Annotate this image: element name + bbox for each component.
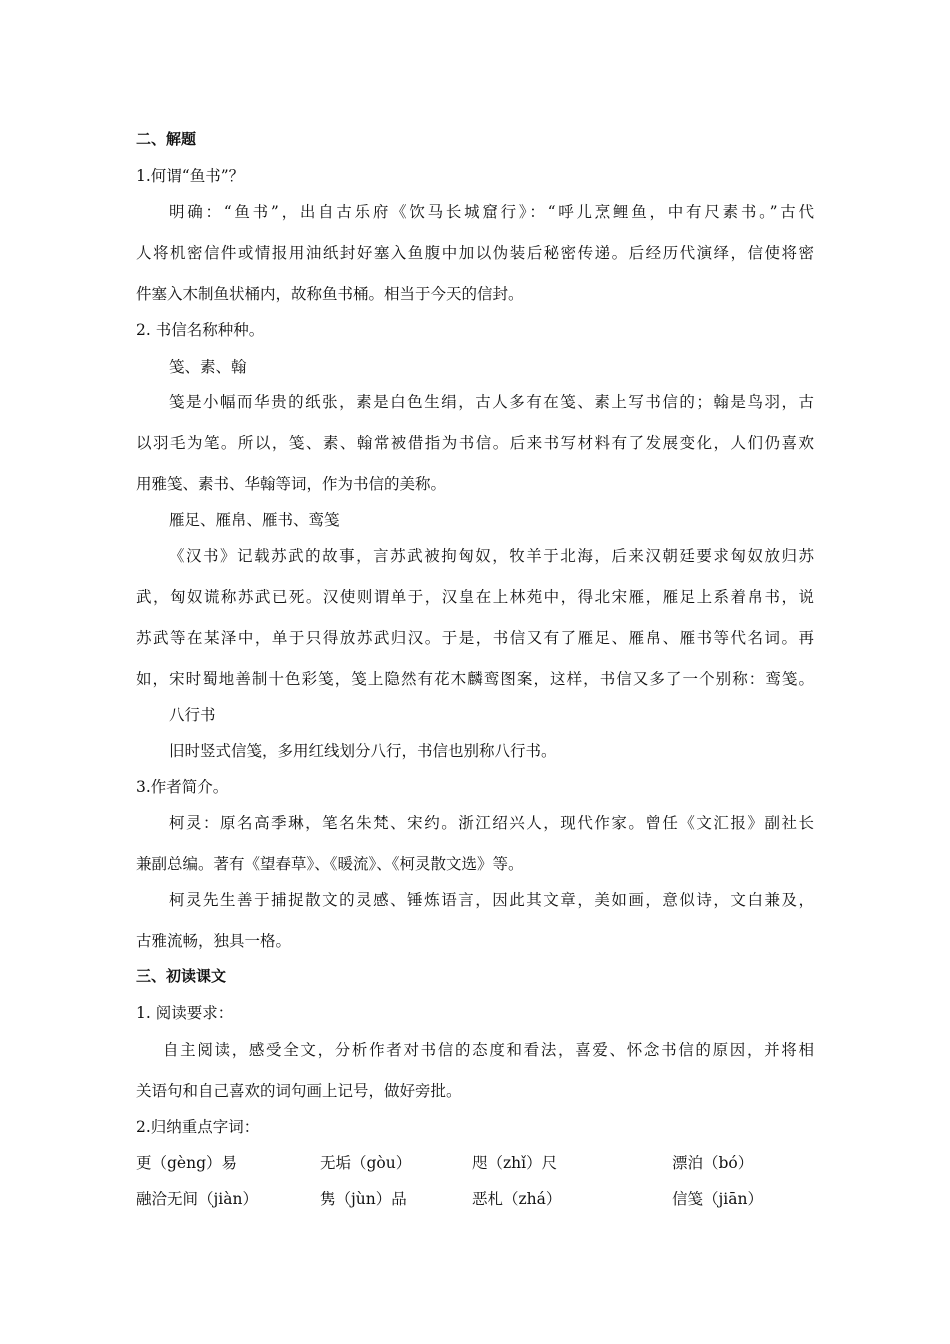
vocab-item: 隽（jùn）品 — [320, 1190, 407, 1208]
question-2-title: 2. 书信名称种种。 — [136, 321, 265, 339]
vocab-item: 更（gèng）易 — [136, 1154, 238, 1172]
subheading-yanzu: 雁足、雁帛、雁书、鸾笺 — [169, 511, 340, 529]
paragraph-line: 关语句和自己喜欢的词句画上记号，做好旁批。 — [136, 1082, 462, 1100]
key-words-title: 2.归纳重点字词： — [136, 1118, 260, 1136]
question-3-title: 3.作者简介。 — [136, 778, 229, 796]
paragraph-line: 武，匈奴谎称苏武已死。汉使则谓单于，汉皇在上林苑中，得北宋雁，雁足上系着帛书，说 — [136, 588, 814, 606]
paragraph-line: 旧时竖式信笺，多用红线划分八行，书信也别称八行书。 — [169, 742, 557, 760]
paragraph-line: 柯灵先生善于捕捉散文的灵感、锤炼语言，因此其文章，美如画，意似诗，文白兼及， — [169, 891, 814, 909]
vocab-item: 咫（zhǐ）尺 — [472, 1154, 558, 1172]
subheading-jian-su-han: 笺、素、翰 — [169, 358, 247, 376]
paragraph-line: 以羽毛为笔。所以，笺、素、翰常被借指为书信。后来书写材料有了发展变化，人们仍喜欢 — [136, 434, 814, 452]
vocab-item: 漂泊（bó） — [672, 1154, 754, 1172]
paragraph-line: 如，宋时蜀地善制十色彩笺，笺上隐然有花木麟鸾图案，这样，书信又多了一个别称：鸾笺。 — [136, 670, 814, 688]
paragraph-line: 苏武等在某泽中，单于只得放苏武归汉。于是，书信又有了雁足、雁帛、雁书等代名词。再 — [136, 629, 814, 647]
vocab-item: 恶札（zhá） — [472, 1190, 562, 1208]
paragraph-line: 兼副总编。著有《望春草》、《暖流》、《柯灵散文选》等。 — [136, 855, 524, 873]
paragraph-line: 柯灵：原名高季琳，笔名朱梵、宋约。浙江绍兴人，现代作家。曾任《文汇报》副社长 — [169, 814, 814, 832]
vocab-item: 无垢（gòu） — [320, 1154, 412, 1172]
paragraph-line: 古雅流畅，独具一格。 — [136, 932, 292, 950]
paragraph-line: 件塞入木制鱼状桶内，故称鱼书桶。相当于今天的信封。 — [136, 285, 524, 303]
paragraph-line: 笺是小幅而华贵的纸张，素是白色生绢，古人多有在笺、素上写书信的；翰是鸟羽，古 — [169, 393, 814, 411]
vocab-item: 融洽无间（jiàn） — [136, 1190, 258, 1208]
paragraph-line: 明确：“鱼书”，出自古乐府《饮马长城窟行》：“呼儿烹鲤鱼，中有尺素书。”古代 — [169, 203, 814, 221]
paragraph-line: 自主阅读，感受全文，分析作者对书信的态度和看法，喜爱、怀念书信的原因，并将相 — [163, 1041, 814, 1059]
question-1-title: 1.何谓“鱼书”？ — [136, 167, 245, 185]
paragraph-line: 人将机密信件或情报用油纸封好塞入鱼腹中加以伪装后秘密传递。后经历代演绎，信使将密 — [136, 244, 814, 262]
reading-requirement-title: 1. 阅读要求： — [136, 1004, 234, 1022]
subheading-baxingshu: 八行书 — [169, 706, 216, 724]
paragraph-line: 《汉书》记载苏武的故事，言苏武被拘匈奴，牧羊于北海，后来汉朝廷要求匈奴放归苏 — [169, 547, 814, 565]
paragraph-line: 用雅笺、素书、华翰等词，作为书信的美称。 — [136, 475, 447, 493]
section-heading-jieti: 二、解题 — [136, 130, 197, 148]
vocab-item: 信笺（jiān） — [672, 1190, 763, 1208]
section-heading-chudu: 三、初读课文 — [136, 967, 227, 985]
